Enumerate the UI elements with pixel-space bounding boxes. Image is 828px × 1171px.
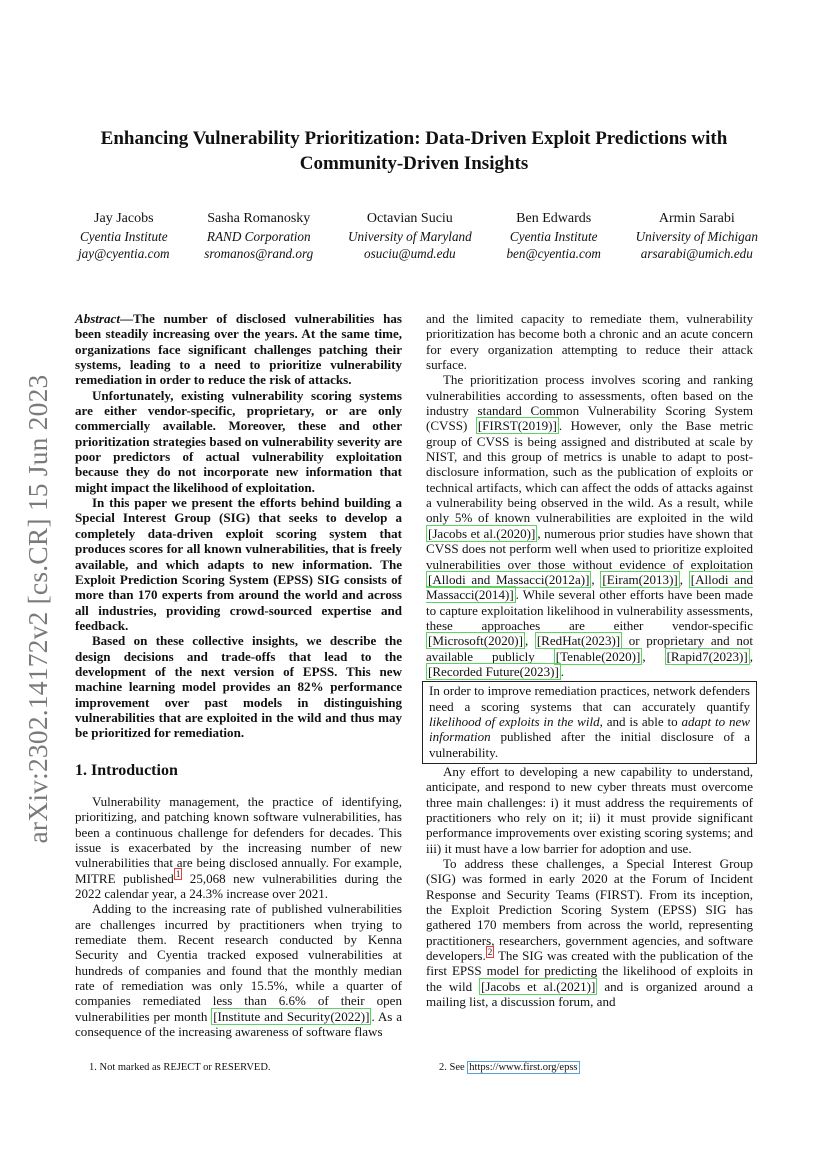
footnote-link[interactable]: 1 (175, 869, 181, 880)
author-email: jay@cyentia.com (78, 246, 170, 261)
box-emphasis: adapt to new information (429, 713, 750, 745)
citation-link[interactable]: [Institute and Security(2022)] (213, 1008, 370, 1024)
box-text: , and is able to (599, 713, 682, 729)
section-heading: 1. Introduction (75, 761, 178, 779)
box-emphasis: likelihood of exploits in the wild (429, 713, 600, 729)
author-list (78, 210, 758, 263)
body-text: , (749, 648, 753, 664)
body-text: . While several other efforts have been made to capture exploitation likelihood in vulnerability assessments, these approaches are either vendor-specific (426, 587, 753, 633)
right-column (426, 311, 753, 1009)
arxiv-id: arXiv:2302.14172v2 [cs.CR] 15 Jun 2023 (22, 374, 53, 844)
body-paragraph (75, 794, 402, 901)
highlight-box (422, 681, 757, 764)
footnote-link[interactable]: 2 (487, 946, 493, 957)
author-name: Sasha Romanosky (207, 211, 311, 226)
author-affiliation: Cyentia Institute (509, 228, 598, 244)
footnote-2 (439, 1062, 580, 1073)
citation-link[interactable]: [Rapid7(2023)] (666, 648, 748, 664)
author-email: ben@cyentia.com (506, 246, 601, 261)
body-text: Adding to the increasing rate of published vulnerabilities are challenges incurred by practitioners when trying to remediate them. Recent research conducted by Kenna Security and Cyentia tracked exposed vulnerabilities at hundreds of companies and found that the monthly median rate of remediation was only 15.5%, while a quarter of companies remediated less than 6.6% of their open vulnerabilities per month (75, 901, 402, 1024)
abstract-text: —The number of disclosed vulnerabilities has been steadily increasing over the years. At the same time, organizations face significant challenges patching their systems, leading to a need to prioritize vulnerability remediation in order to reduce the risk of attacks. (75, 311, 402, 388)
box-text: published after the initial disclosure of a vulnerability. (429, 729, 750, 760)
author-affiliation: Cyentia Institute (80, 228, 168, 244)
box-text: In order to improve remediation practices, network defenders need a scoring systems that can accurately quantify (429, 683, 750, 714)
citation-link[interactable]: [Recorded Future(2023)] (428, 663, 559, 679)
left-column (75, 311, 402, 1039)
abstract-paragraph: Unfortunately, existing vulnerability scoring systems are either vendor-specific, proprietary, or are only commercially available. Moreover, these and other prioritization strategies based on vulnerability severity are poor predictors of actual vulnerability exploitation because they do not incorporate new information that might impact the likelihood of exploitation. (75, 387, 402, 495)
body-paragraph (426, 856, 753, 1009)
body-text: 25,068 new vulnerabilities during the 2022 calendar year, a 24.3% increase over 2021. (75, 870, 402, 902)
citation-link[interactable]: [Allodi and Massacci(2014)] (426, 571, 753, 603)
author-affiliation: University of Michigan (635, 228, 758, 244)
body-text: , (642, 648, 665, 664)
body-text: . (560, 663, 565, 679)
abstract-paragraph (75, 311, 402, 388)
footnote-url-link[interactable]: https://www.first.org/epss (469, 1062, 578, 1073)
author-block (506, 210, 601, 263)
body-paragraph: Any effort to developing a new capability to understand, anticipate, and respond to new cyber threats must overcome three main challenges: i) it must address the requirements of practitioners who rely on it; ii) it must provide significant performance improvements over existing scoring systems; and iii) it must have a low barrier for adoption and use. (426, 763, 753, 856)
author-affiliation: University of Maryland (347, 228, 472, 244)
author-email: osuciu@umd.edu (364, 246, 456, 261)
citation-link[interactable]: [Tenable(2020)] (555, 648, 641, 664)
author-affiliation: RAND Corporation (206, 228, 311, 244)
citation-link[interactable]: [Eiram(2013)] (602, 571, 678, 587)
abstract-paragraph: In this paper we present the efforts behind building a Special Interest Group (SIG) that seeks to develop a completely data-driven exploit scoring system that produces scores for all known vulnerabilities, that is freely available, and which adapts to new information. The Exploit Prediction Scoring System (EPSS) SIG consists of more than 170 experts from around the world and across all industries, providing crowd-sourced expertise and feedback. (75, 495, 402, 633)
author-email: sromanos@rand.org (204, 246, 314, 261)
citation-link[interactable]: [FIRST(2019)] (477, 418, 557, 434)
author-email: arsarabi@umich.edu (640, 246, 753, 261)
body-text: , (679, 571, 689, 587)
footnote-text: 2. See (439, 1062, 468, 1073)
body-text: To address these challenges, a Special Interest Group (SIG) was formed in early 2020 at the Forum of Incident Response and Security Teams (FIRST). From its inception, the Exploit Prediction Scoring System (EPSS) SIG has gathered 170 members from across the world, representing practitioners, researchers, government agencies, and software developers. (426, 856, 753, 964)
body-paragraph (75, 901, 402, 1039)
body-paragraph (426, 372, 753, 679)
author-name: Octavian Suciu (366, 211, 453, 226)
body-text: and is organized around a mailing list, a discussion forum, and (426, 978, 753, 1010)
body-text: , (591, 571, 601, 587)
author-block (204, 210, 313, 263)
body-text: , (524, 633, 535, 649)
footnote-1: 1. Not marked as REJECT or RESERVED. (89, 1062, 271, 1073)
body-text: , numerous prior studies have shown that CVSS does not perform well when used to prioritize exploited vulnerabilities over those without evidence of exploitation (426, 525, 754, 572)
author-block (348, 210, 472, 263)
abstract-paragraph: Based on these collective insights, we describe the design decisions and trade-offs that lead to the development of the next version of EPSS. This new machine learning model provides an 82% performance improvement over past models in distinguishing vulnerabilities that are exploited in the wild and thus may be prioritized for remediation. (75, 633, 402, 741)
citation-link[interactable]: [Microsoft(2020)] (428, 633, 523, 649)
arxiv-stamp (24, 366, 52, 852)
citation-link[interactable]: [RedHat(2023)] (536, 633, 621, 649)
body-text: The prioritization process involves scoring and ranking vulnerabilities according to assessments, often based on the industry standard Common Vulnerability Scoring System (CVSS) (426, 372, 753, 434)
abstract-label: Abstract (75, 311, 120, 326)
author-name: Ben Edwards (516, 211, 592, 226)
citation-link[interactable]: [Jacobs et al.(2021)] (481, 978, 596, 994)
citation-link[interactable]: [Jacobs et al.(2020)] (428, 525, 536, 541)
body-paragraph: and the limited capacity to remediate them, vulnerability prioritization has become both a chronic and an acute concern for every organization attempting to reduce their attack surface. (426, 311, 753, 373)
body-text: Vulnerability management, the practice of identifying, prioritizing, and patching known software vulnerabilities, has been a continuous challenge for defenders for decades. This issue is exacerbated by the increasing number of new vulnerabilities that are being disclosed annually. For example, MITRE published (75, 793, 402, 886)
author-name: Jay Jacobs (94, 211, 154, 226)
paper-title: Enhancing Vulnerability Prioritization: Data-Driven Exploit Predictions with Community-Driven Insights (100, 128, 728, 174)
author-block (636, 210, 758, 263)
body-text: or proprietary and not available publicly (426, 633, 753, 664)
author-block (78, 210, 170, 263)
body-text: . As a consequence of the increasing awareness of software flaws (75, 1008, 403, 1040)
body-text: The SIG was created with the publication of the first EPSS model for predicting the likelihood of exploits in the wild (426, 948, 753, 994)
body-text: . However, only the Base metric group of CVSS is being assigned and distributed at scale by NIST, and this group of metrics is unable to adapt to post-disclosure information, such as the publication of exploits or technical artifacts, which can affect the odds of attacks against a vulnerability being observed in the wild. As a result, while only 5% of known vulnerabilities are exploited in the wild (426, 418, 753, 526)
citation-link[interactable]: [Allodi and Massacci(2012a)] (428, 571, 590, 587)
author-name: Armin Sarabi (658, 211, 735, 226)
